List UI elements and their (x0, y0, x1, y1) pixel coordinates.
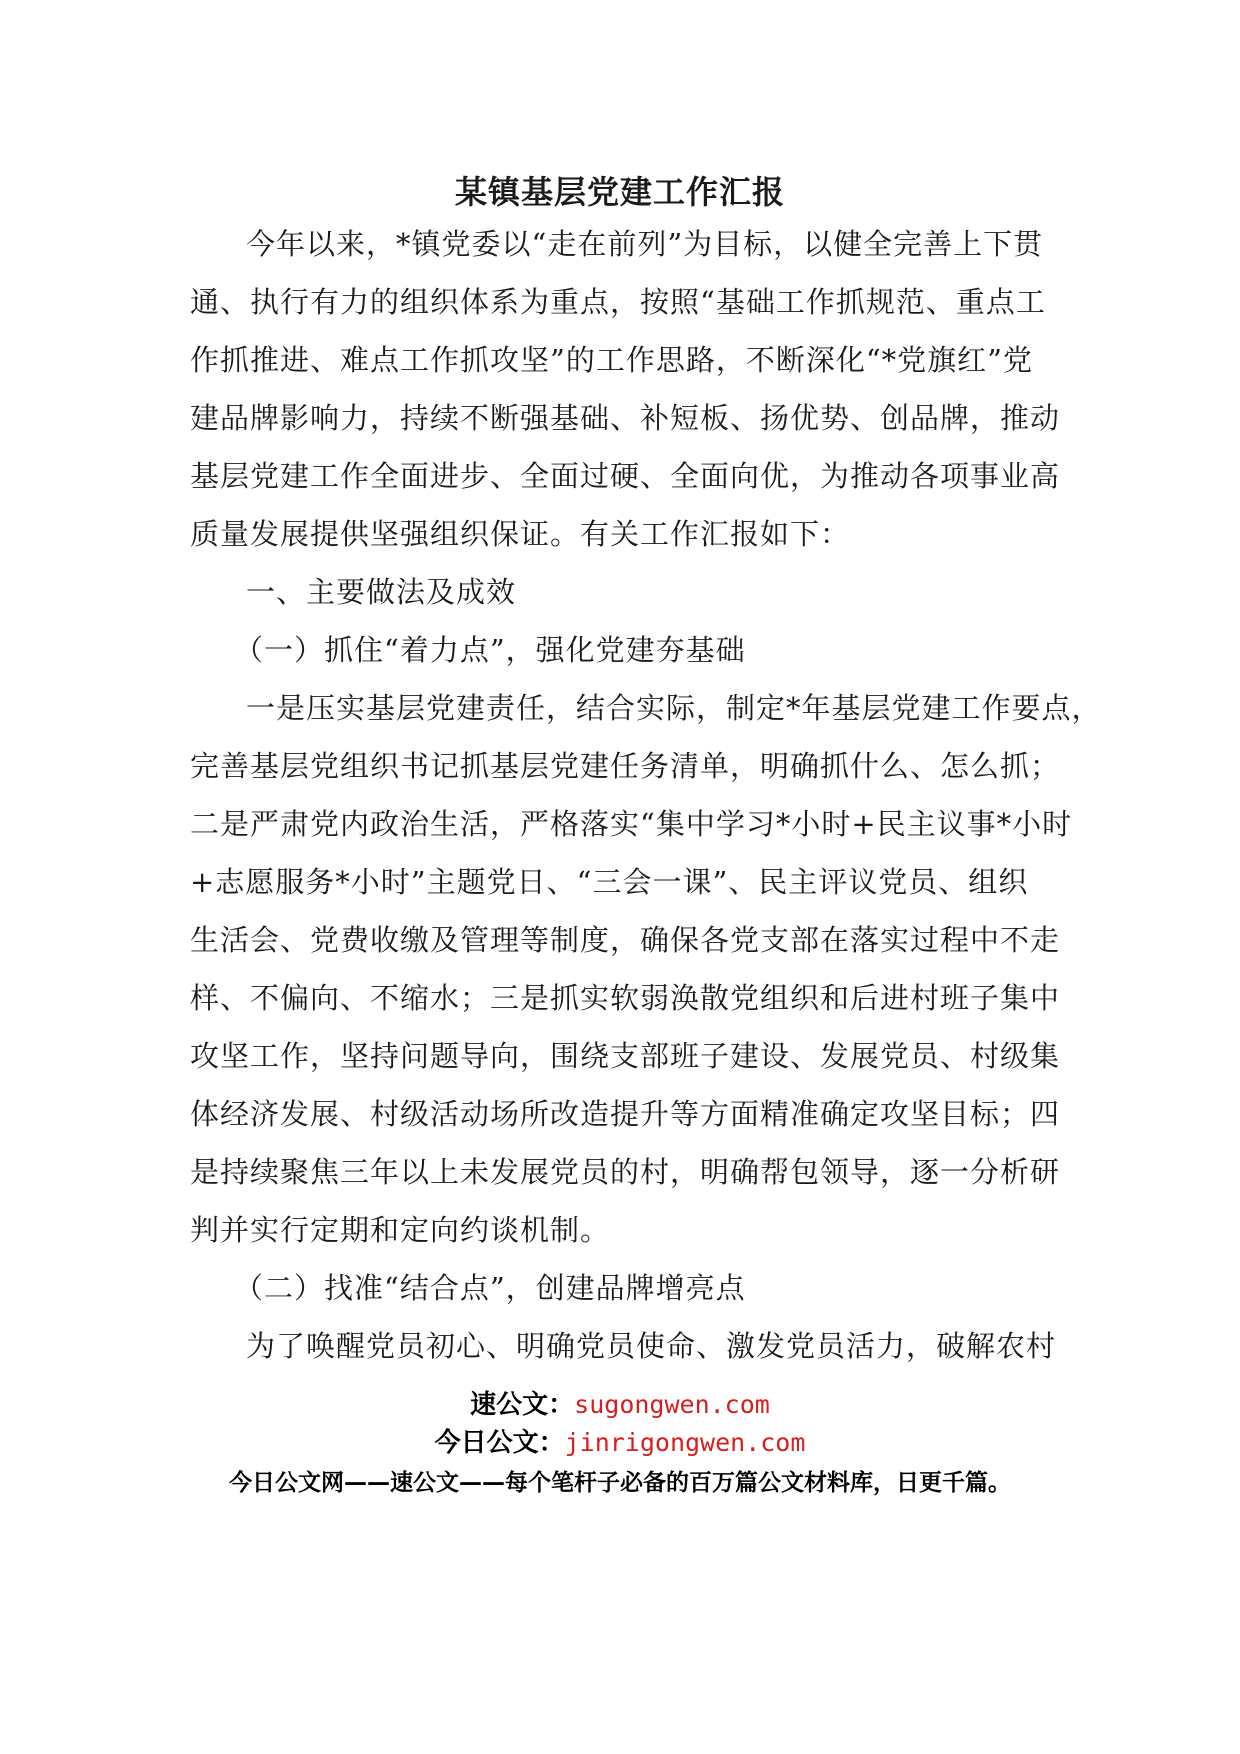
body-line: 样、不偏向、不缩水；三是抓实软弱涣散党组织和后进村班子集中 (190, 981, 1061, 1015)
body-line: 二是严肃党内政治生活，严格落实“集中学习*小时+民主议事*小时 (190, 807, 1073, 841)
document-title: 某镇基层党建工作汇报 (454, 173, 785, 211)
body-line: 是持续聚焦三年以上未发展党员的村，明确帮包领导，逐一分析研 (190, 1155, 1061, 1189)
body-line: 判并实行定期和定向约谈机制。 (190, 1213, 611, 1247)
body-line: 建品牌影响力，持续不断强基础、补短板、扬优势、创品牌，推动 (190, 401, 1061, 435)
body-line: 今年以来，*镇党委以“走在前列”为目标，以健全完善上下贯 (246, 227, 1044, 261)
body-line: 通、执行有力的组织体系为重点，按照“基础工作抓规范、重点工 (190, 285, 1046, 319)
body-line: 生活会、党费收缴及管理等制度，确保各党支部在落实过程中不走 (190, 923, 1061, 957)
footer-url-link[interactable]: jinrigongwen.com (564, 1428, 806, 1457)
body-line: 为了唤醒党员初心、明确党员使命、激发党员活力，破解农村 (246, 1329, 1057, 1363)
footer-slogan: 今日公文网——速公文——每个笔杆子必备的百万篇公文材料库，日更千篇。 (229, 1470, 1011, 1496)
body-line: 一是压实基层党建责任，结合实际，制定*年基层党建工作要点， (246, 691, 1102, 725)
body-line: 基层党建工作全面进步、全面过硬、全面向优，为推动各项事业高 (190, 459, 1061, 493)
body-line: 完善基层党组织书记抓基层党建任务清单，明确抓什么、怎么抓； (190, 749, 1061, 783)
footer-label: 速公文： (470, 1390, 575, 1420)
section-heading: 一、主要做法及成效 (246, 575, 517, 609)
footer-line-jinrigongwen (0, 1422, 1240, 1459)
body-line: 质量发展提供坚强组织保证。有关工作汇报如下： (190, 517, 851, 551)
subsection-heading: （二）找准“结合点”，创建品牌增亮点 (234, 1271, 746, 1305)
footer-label: 今日公文： (434, 1428, 565, 1458)
body-line: 攻坚工作，坚持问题导向，围绕支部班子建设、发展党员、村级集 (190, 1039, 1061, 1073)
footer-url-link[interactable]: sugongwen.com (574, 1390, 770, 1419)
subsection-heading: （一）抓住“着力点”，强化党建夯基础 (234, 633, 746, 667)
body-line: +志愿服务*小时”主题党日、“三会一课”、民主评议党员、组织 (190, 865, 1029, 899)
footer-line-sugongwen (0, 1384, 1240, 1421)
body-line: 作抓推进、难点工作抓攻坚”的工作思路，不断深化“*党旗红”党 (190, 343, 1033, 377)
body-line: 体经济发展、村级活动场所改造提升等方面精准确定攻坚目标；四 (190, 1097, 1061, 1131)
